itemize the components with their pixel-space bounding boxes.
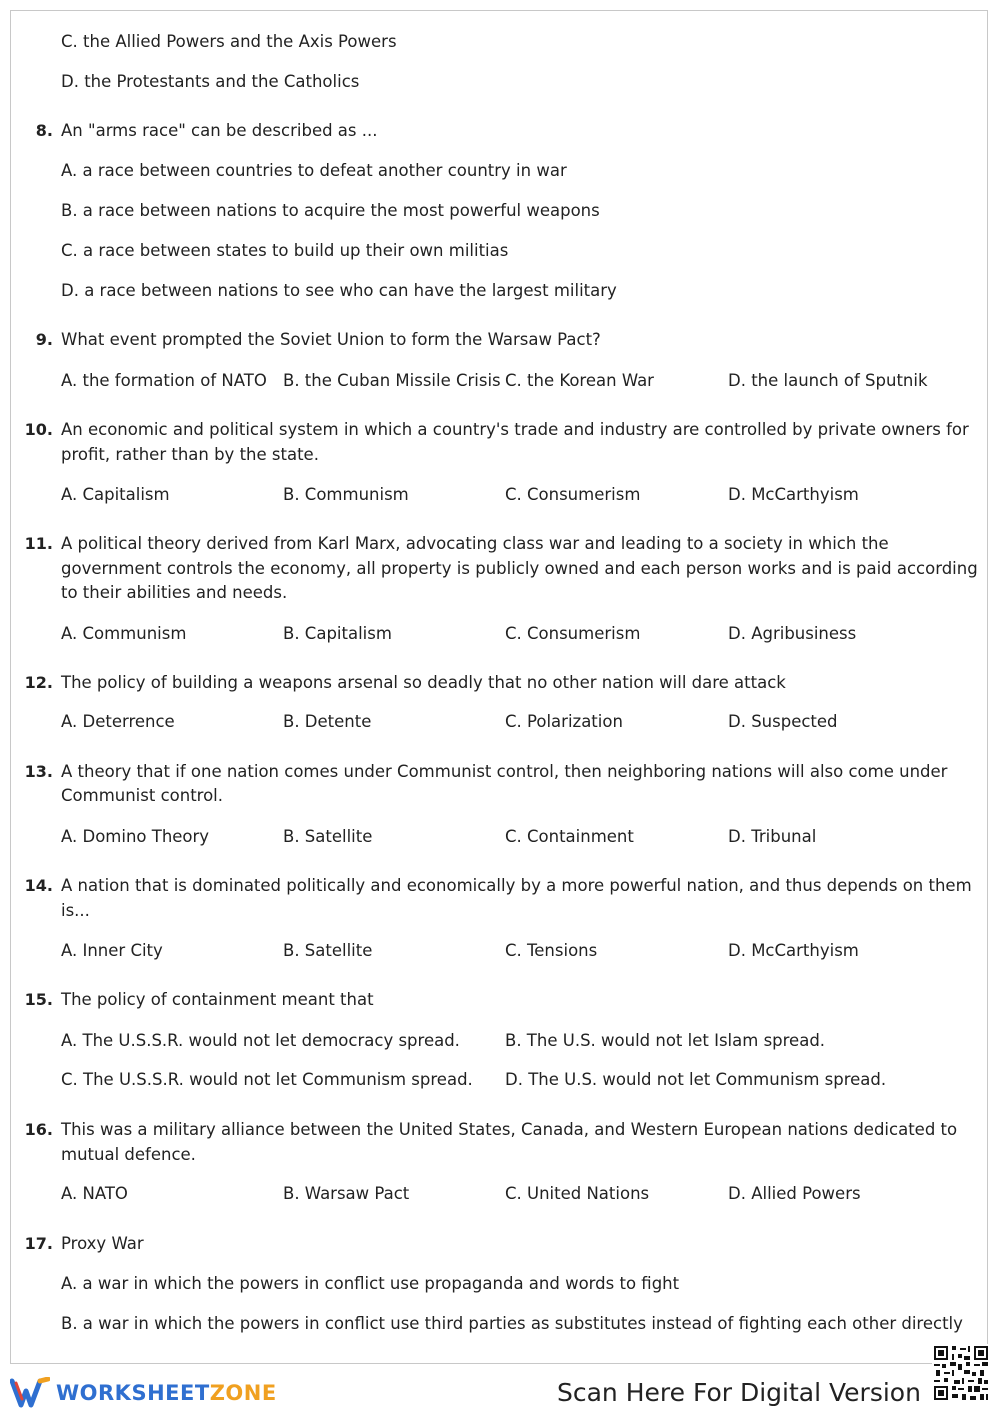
option-c: C. Containment bbox=[505, 827, 634, 846]
question-number: 10. bbox=[24, 420, 53, 439]
option-d: D. Allied Powers bbox=[728, 1184, 861, 1203]
scan-prompt: Scan Here For Digital Version bbox=[557, 1378, 921, 1407]
logo-text-part1: WORKSHEET bbox=[56, 1381, 210, 1405]
option-d: D. a race between nations to see who can have the largest military bbox=[61, 281, 617, 300]
option-a: A. a race between countries to defeat another country in war bbox=[61, 161, 567, 180]
worksheetzone-logo[interactable] bbox=[10, 1376, 277, 1410]
option-d: D. the launch of Sputnik bbox=[728, 371, 928, 390]
option-b: B. Capitalism bbox=[283, 624, 392, 643]
option-a: A. NATO bbox=[61, 1184, 128, 1203]
question-text: A nation that is dominated politically and economically by a more powerful nation, and thus depends on them bbox=[61, 876, 972, 895]
option-b: B. Warsaw Pact bbox=[283, 1184, 410, 1203]
logo-text bbox=[56, 1381, 277, 1405]
question-text: A political theory derived from Karl Marx, advocating class war and leading to a society in which the bbox=[61, 534, 889, 553]
option-a: A. Communism bbox=[61, 624, 187, 643]
option-d: D. Suspected bbox=[728, 712, 838, 731]
question-number: 11. bbox=[24, 534, 53, 553]
question-text: Proxy War bbox=[61, 1234, 144, 1253]
option-a: A. the formation of NATO bbox=[61, 371, 267, 390]
intro-option-d: D. the Protestants and the Catholics bbox=[61, 72, 360, 91]
option-c: C. United Nations bbox=[505, 1184, 650, 1203]
question-number: 8. bbox=[35, 121, 53, 140]
option-c: C. Consumerism bbox=[505, 485, 641, 504]
option-b: B. Detente bbox=[283, 712, 372, 731]
option-b: B. a race between nations to acquire the most powerful weapons bbox=[61, 201, 600, 220]
option-a: A. Capitalism bbox=[61, 485, 170, 504]
option-d: D. The U.S. would not let Communism spread. bbox=[505, 1070, 887, 1089]
option-a: A. Domino Theory bbox=[61, 827, 210, 846]
option-b: B. Satellite bbox=[283, 941, 373, 960]
option-c: C. Polarization bbox=[505, 712, 623, 731]
option-d: D. McCarthyism bbox=[728, 485, 859, 504]
option-d: D. Agribusiness bbox=[728, 624, 857, 643]
question-text: government controls the economy, all property is publicly owned and each person works and is paid according bbox=[61, 559, 978, 578]
option-c: C. Consumerism bbox=[505, 624, 641, 643]
question-number: 13. bbox=[24, 762, 53, 781]
option-c: C. The U.S.S.R. would not let Communism spread. bbox=[61, 1070, 473, 1089]
option-a: A. The U.S.S.R. would not let democracy spread. bbox=[61, 1031, 460, 1050]
question-text: profit, rather than by the state. bbox=[61, 445, 319, 464]
question-number: 17. bbox=[24, 1234, 53, 1253]
option-a: A. a war in which the powers in conflict use propaganda and words to fight bbox=[61, 1274, 680, 1293]
option-a: A. Deterrence bbox=[61, 712, 175, 731]
question-number: 9. bbox=[35, 330, 53, 349]
question-number: 12. bbox=[24, 673, 53, 692]
logo-text-part2: ZONE bbox=[209, 1381, 277, 1405]
question-text: An economic and political system in which a country's trade and industry are controlled by private owners for bbox=[61, 420, 969, 439]
logo-w-icon bbox=[10, 1377, 50, 1409]
question-text: is... bbox=[61, 901, 90, 920]
option-b: B. Satellite bbox=[283, 827, 373, 846]
option-a: A. Inner City bbox=[61, 941, 163, 960]
question-number: 14. bbox=[24, 876, 53, 895]
option-c: C. a race between states to build up their own militias bbox=[61, 241, 509, 260]
question-text: The policy of building a weapons arsenal so deadly that no other nation will dare attack bbox=[61, 673, 786, 692]
question-text: Communist control. bbox=[61, 786, 224, 805]
question-text: What event prompted the Soviet Union to form the Warsaw Pact? bbox=[61, 330, 601, 349]
option-b: B. a war in which the powers in conflict use third parties as substitutes instead of fighting each other directly bbox=[61, 1314, 963, 1333]
question-text: An "arms race" can be described as ... bbox=[61, 121, 378, 140]
question-text: mutual defence. bbox=[61, 1145, 196, 1164]
intro-option-c: C. the Allied Powers and the Axis Powers bbox=[61, 32, 397, 51]
option-d: D. McCarthyism bbox=[728, 941, 859, 960]
option-c: C. the Korean War bbox=[505, 371, 654, 390]
option-b: B. the Cuban Missile Crisis bbox=[283, 371, 501, 390]
question-number: 15. bbox=[24, 990, 53, 1009]
option-b: B. The U.S. would not let Islam spread. bbox=[505, 1031, 826, 1050]
qr-code-icon[interactable] bbox=[932, 1344, 990, 1402]
question-text: The policy of containment meant that bbox=[61, 990, 374, 1009]
footer bbox=[0, 1366, 1000, 1414]
option-c: C. Tensions bbox=[505, 941, 598, 960]
question-text: This was a military alliance between the United States, Canada, and Western European nations dedicated to bbox=[61, 1120, 958, 1139]
option-b: B. Communism bbox=[283, 485, 409, 504]
question-text: to their abilities and needs. bbox=[61, 583, 288, 602]
option-d: D. Tribunal bbox=[728, 827, 817, 846]
question-number: 16. bbox=[24, 1120, 53, 1139]
question-text: A theory that if one nation comes under Communist control, then neighboring nations will also come under bbox=[61, 762, 948, 781]
